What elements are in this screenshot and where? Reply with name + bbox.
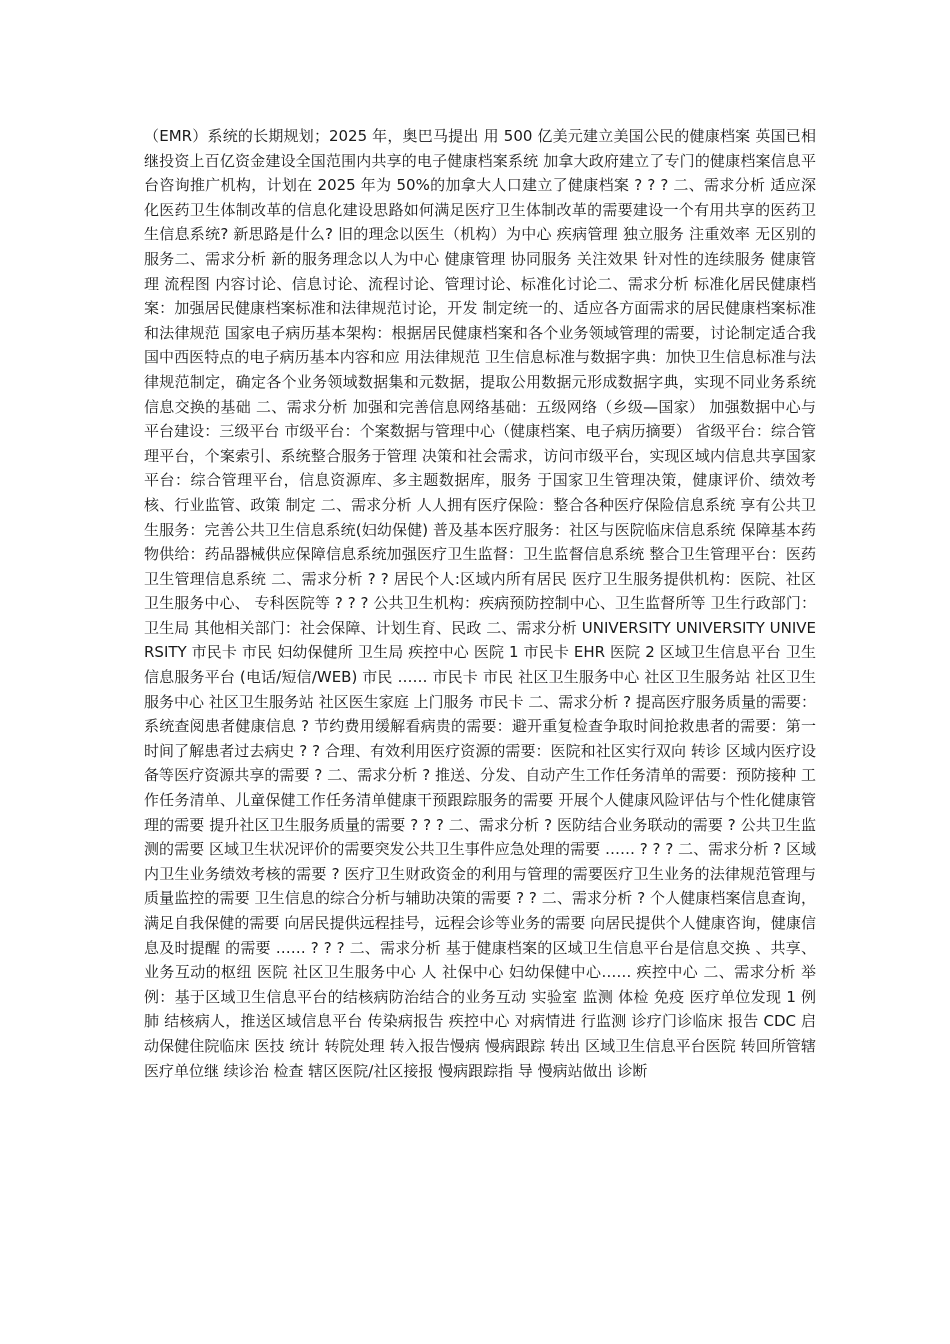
body-text: （EMR）系统的长期规划；2025 年，奥巴马提出 用 500 亿美元建立美国公民的健康档案 英国已相继投资上百亿资金建设全国范围内共享的电子健康档案系统 加拿大政府建立了专门的健康档案信息平台咨询推广机构，计划在 2025 年为 50%的加拿大人口建立了健康档案 ? ? ? 二、需求分析 适应深化医药卫生体制改革的信息化建设思路如何满足医疗卫生体制改革的需要建设一个有用共享的医药卫生信息系统? 新思路是什么? 旧的理念以医生（机构）为中心 疾病管理 独立服务 注重效率 无区别的服务二、需求分析 新的服务理念以人为中心 健康管理 协同服务 关注效果 针对性的连续服务 健康管理 流程图 内容讨论、信息讨论、流程讨论、管理讨论、标准化讨论二、需求分析 标准化居民健康档案：加强居民健康档案标准和法律规范讨论，开发 制定统一的、适应各方面需求的居民健康档案标准和法律规范 国家电子病历基本架构：根据居民健康档案和各个业务领域管理的需要，讨论制定适合我国中西医特点的电子病历基本内容和应 用法律规范 卫生信息标准与数据字典：加快卫生信息标准与法律规范制定，确定各个业务领域数据集和元数据，提取公用数据元形成数据字典，实现不同业务系统信息交换的基础 二、需求分析 加强和完善信息网络基础：五级网络（乡级—国家） 加强数据中心与平台建设：三级平台 市级平台：个案数据与管理中心（健康档案、电子病历摘要） 省级平台：综合管理平台，个案索引、系统整合服务于管理 决策和社会需求，访问市级平台，实现区域内信息共享国家平台：综合管理平台，信息资源库、多主题数据库，服务 于国家卫生管理决策，健康评价、绩效考核、行业监管、政策 制定 二、需求分析 人人拥有医疗保险：整合各种医疗保险信息系统 享有公共卫生服务：完善公共卫生信息系统(妇幼保健) 普及基本医疗服务：社区与医院临床信息系统 保障基本药物供给：药品器械供应保障信息系统加强医疗卫生监督：卫生监督信息系统 整合卫生管理平台：医药卫生管理信息系统 二、需求分析 ? ? 居民个人:区域内所有居民 医疗卫生服务提供机构：医院、社区卫生服务中心、 专科医院等 ? ? ? 公共卫生机构：疾病预防控制中心、卫生监督所等 卫生行政部门：卫生局 其他相关部门：社会保障、计划生育、民政 二、需求分析 UNIVERSITY UNIVERSITY UNIVERSITY 市民卡 市民 妇幼保健所 卫生局 疾控中心 医院 1 市民卡 EHR 医院 2 区域卫生信息平台 卫生信息服务平台 (电话/短信/WEB) 市民 …… 市民卡 市民 社区卫生服务中心 社区卫生服务站 社区卫生服务中心 社区卫生服务站 社区医生家庭 上门服务 市民卡 二、需求分析 ? 提高医疗服务质量的需要：系统查阅患者健康信息 ? 节约费用缓解看病贵的需要：避开重复检查争取时间抢救患者的需要：第一时间了解患者过去病史 ? ? 合理、有效利用医疗资源的需要：医院和社区实行双向 转诊 区域内医疗设备等医疗资源共享的需要 ? 二、需求分析 ? 推送、分发、自动产生工作任务清单的需要：预防接种 工作任务清单、儿童保健工作任务清单健康干预跟踪服务的需要 开展个人健康风险评估与个性化健康管理的需要 提升社区卫生服务质量的需要 ? ? ? 二、需求分析 ? 医防结合业务联动的需要 ? 公共卫生监测的需要 区域卫生状况评价的需要突发公共卫生事件应急处理的需要 …… ? ? ? 二、需求分析 ? 区域内卫生业务绩效考核的需要 ? 医疗卫生财政资金的利用与管理的需要医疗卫生业务的法律规范管理与质量监控的需要 卫生信息的综合分析与辅助决策的需要 ? ? 二、需求分析 ? 个人健康档案信息查询，满足自我保健的需要 向居民提供远程挂号，远程会诊等业务的需要 向居民提供个人健康咨询，健康信息及时提醒 的需要 …… ? ? ? 二、需求分析 基于健康档案的区域卫生信息平台是信息交换 、共享、业务互动的枢纽 医院 社区卫生服务中心 人 社保中心 妇幼保健中心…… 疾控中心 二、需求分析 举例：基于区域卫生信息平台的结核病防治结合的业务互动 实验室 监测 体检 免疫 医疗单位发现 1 例肺 结核病人，推送区域信息平台 传染病报告 疾控中心 对病情进 行监测 诊疗门诊临床 报告 CDC 启动保健住院临床 医技 统计 转院处理 转入报告慢病 慢病跟踪 转出 区域卫生信息平台医院 转回所管辖 医疗单位继 续诊治 检查 辖区医院/社区接报 慢病跟踪指 导 慢病站做出 诊断 (144, 127, 816, 1080)
